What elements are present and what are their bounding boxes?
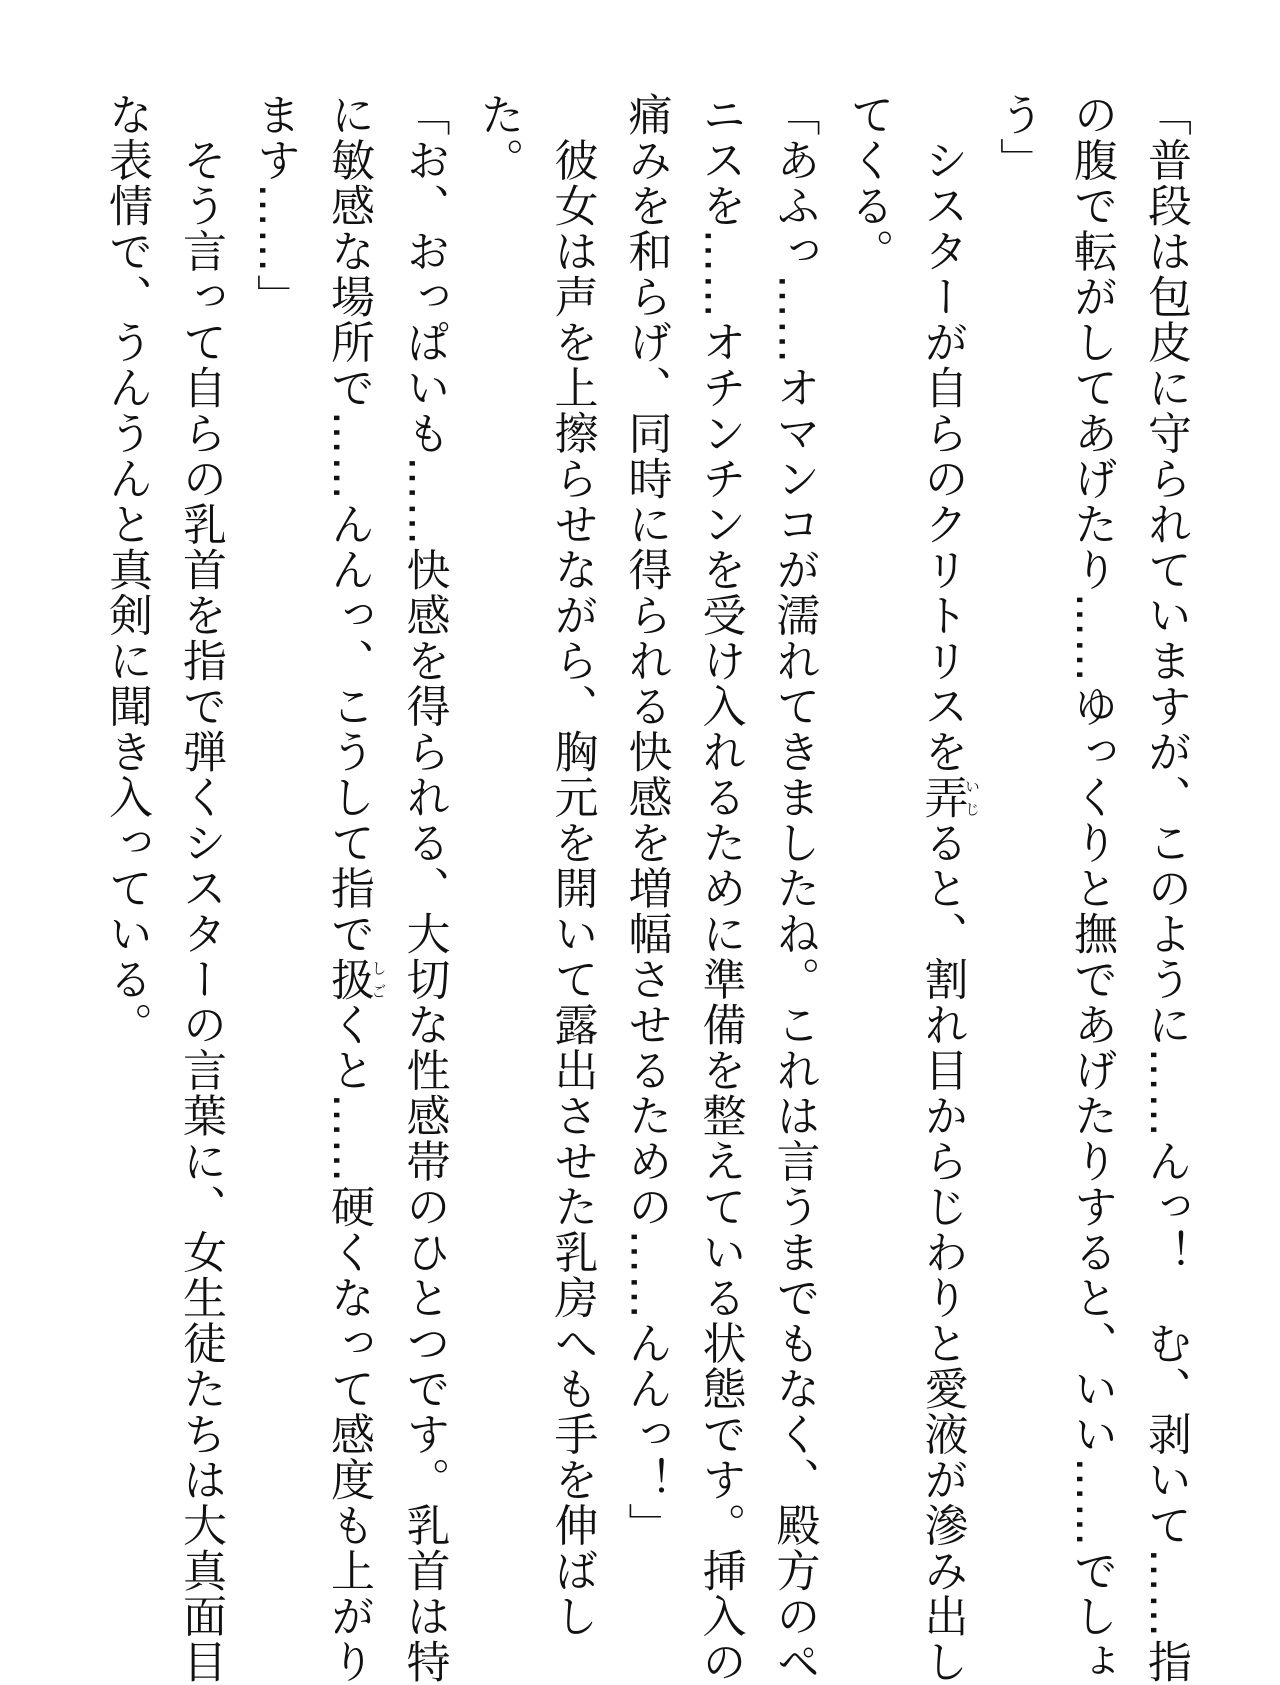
text-line: の腹で転がしてあげたり……ゆっくりと撫であげたりすると、いい……でしょ <box>1066 92 1117 1685</box>
ruby-reading: しご <box>369 956 388 1002</box>
ruby-base: 弄 <box>916 774 968 820</box>
ruby-reading: いじ <box>963 774 981 820</box>
text-line: う」 <box>992 92 1043 183</box>
text-line <box>905 92 981 1685</box>
ruby-base: 扱 <box>323 956 374 1002</box>
text-line: た。 <box>472 92 524 183</box>
text-line: ニスを……オチンチンを受け入れるために準備を整えている状態です。挿入の <box>694 92 746 1685</box>
text-line: そう言って自らの乳首を指で弾くシスターの言葉に、女生徒たちは大真面目 <box>175 92 226 1685</box>
text-segment: くと……硬くなって感度も上がり <box>323 1002 374 1685</box>
ruby-ijiru <box>916 774 981 821</box>
ruby-shigoku <box>323 956 388 1003</box>
text-line: 「お、おっぱいも……快感を得られる、大切な性感帯のひとつです。乳首は特 <box>398 92 450 1685</box>
text-line: 「普段は包皮に守られていますが、このように……んっ！ む、剥いて……指 <box>1140 92 1191 1685</box>
text-line <box>311 92 388 1685</box>
text-line: 「あふっ……オマンコが濡れてきましたね。これは言うまでもなく、殿方のペ <box>768 92 820 1685</box>
vertical-text-body <box>89 92 1202 1685</box>
text-line: な表情で、うんうんと真剣に聞き入っている。 <box>101 92 152 1048</box>
text-segment: ると、割れ目からじわりと愛液が滲み出し <box>916 820 968 1685</box>
text-line: 彼女は声を上擦らせながら、胸元を開いて露出させた乳房へも手を伸ばし <box>546 92 598 1639</box>
text-segment: シスターが自らのクリトリスを <box>916 92 968 775</box>
text-line: ます……」 <box>249 92 300 320</box>
text-line: てくる。 <box>842 92 894 274</box>
text-segment: に敏感な場所で……んんっ、こうして指で <box>323 92 374 957</box>
text-line: 痛みを和らげ、同時に得られる快感を増幅させるための……んんっ！」 <box>620 92 672 1548</box>
